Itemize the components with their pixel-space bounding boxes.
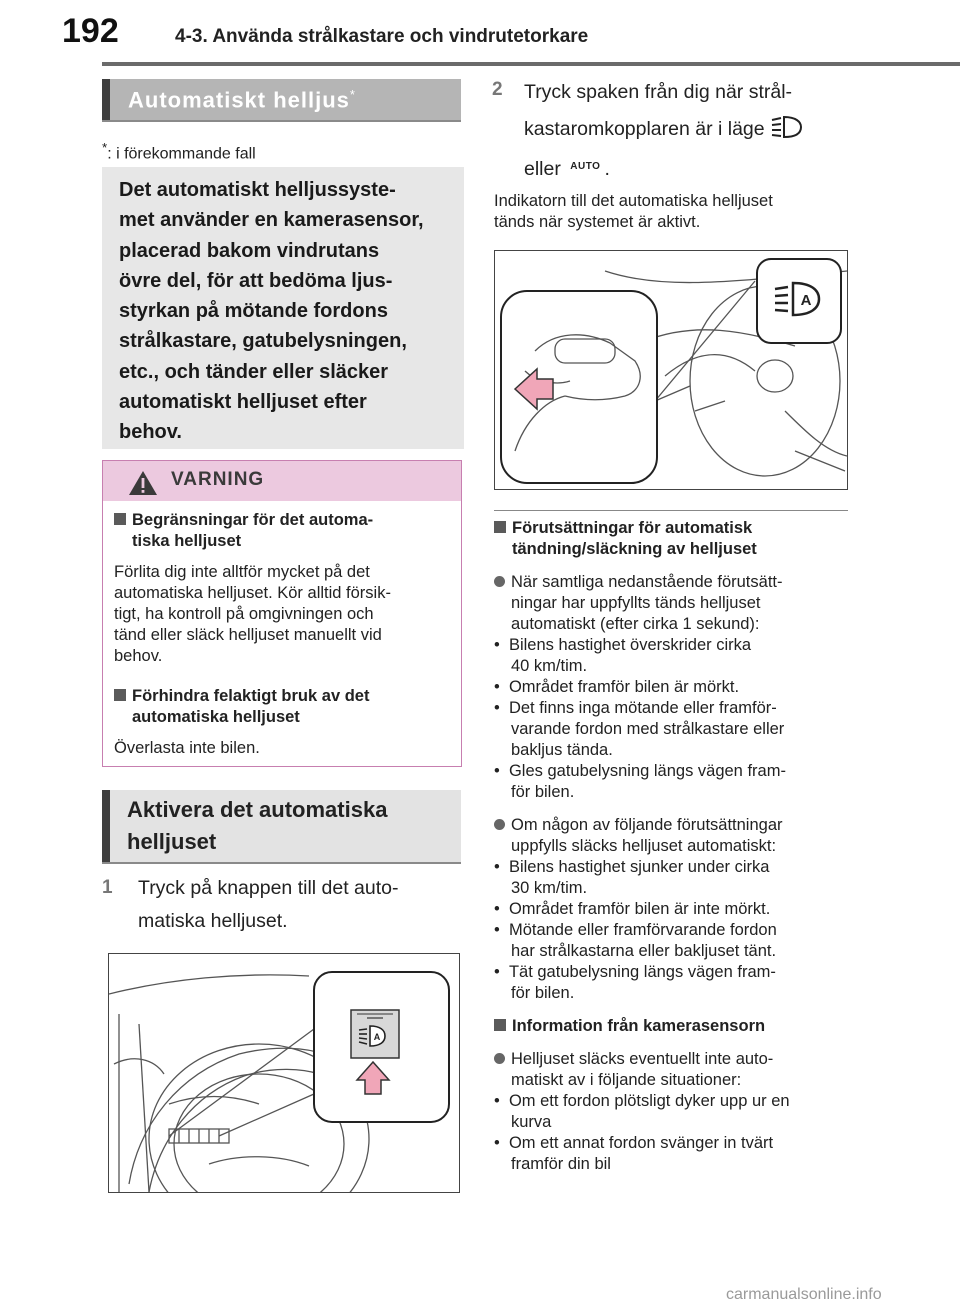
step-1	[102, 872, 462, 938]
intro-box	[102, 167, 464, 449]
list-item: • Området framför bilen är mörkt.	[494, 678, 740, 696]
square-bullet-icon	[114, 689, 126, 701]
watermark-text: carmanualsonline.info	[726, 1286, 882, 1303]
conditions-off-list	[494, 857, 874, 1004]
list-item: • Bilens hastighet sjunker under cirka 30 km/tim.	[494, 858, 770, 897]
step-number: 1	[102, 877, 113, 898]
list-item: • Mötande eller framförvarande fordon har strålkastarna eller bakljuset tänt.	[494, 921, 777, 960]
conditions-on-intro: När samtliga nedanstående förutsätt- ningar har uppfyllts tänds helljuset automatiskt (efter cirka 1 sekund):	[494, 572, 874, 635]
header-rule	[102, 62, 960, 66]
list-item: • Det finns inga mötande eller framför- varande fordon med strålkastare eller bakljus tända.	[494, 699, 785, 759]
conditions-off-intro: Om någon av följande förutsättningar uppfylls släcks helljuset automatiskt:	[494, 815, 874, 857]
headlight-switch-icon	[770, 114, 804, 140]
chapter-title: 4-3. Använda strålkastare och vindrutetorkare	[175, 26, 589, 47]
warning-item-1	[114, 510, 454, 667]
list-item: • Gles gatubelysning längs vägen fram- för bilen.	[494, 762, 786, 801]
conditions-section	[494, 518, 874, 1175]
intro-text: Det automatiskt helljussyste- met använder en kamerasensor, placerad bakom vindrutans övre del, för att bedöma ljus- styrkan på mötande fordons strålkastare, gatubelysningen, etc., och tänder eller släcker automatiskt helljuset efter behov.	[119, 179, 424, 444]
title-asterisk: *	[349, 87, 356, 102]
section-title: Automatiskt helljus	[128, 87, 350, 113]
camera-info-heading: Information från kamerasensorn	[494, 1016, 874, 1037]
illustration-dashboard-button	[108, 953, 460, 1193]
camera-info-intro: Helljuset släcks eventuellt inte auto- matiskt av i följande situationer:	[494, 1049, 874, 1091]
page-number: 192	[62, 12, 119, 50]
section-underline	[102, 120, 461, 122]
conditions-heading: Förutsättningar för automatisk tändning/släckning av helljuset	[494, 518, 874, 560]
conditions-on-list	[494, 635, 874, 803]
square-bullet-icon	[114, 513, 126, 525]
section-title: Aktivera det automatiska helljuset	[127, 797, 388, 854]
warning-triangle-icon	[128, 470, 158, 496]
list-item: • Området framför bilen är inte mörkt.	[494, 900, 771, 918]
footnote-text: : i förekommande fall	[107, 145, 256, 163]
list-item: • Bilens hastighet överskrider cirka 40 km/tim.	[494, 636, 752, 675]
square-bullet-icon	[494, 1019, 506, 1031]
list-item: • Tät gatubelysning längs vägen fram- för bilen.	[494, 963, 776, 1002]
svg-text:A: A	[800, 292, 812, 309]
divider	[494, 510, 848, 511]
warning-item-2	[114, 686, 454, 759]
step-2	[492, 74, 872, 188]
step-text: Tryck på knappen till det auto- matiska helljuset.	[138, 877, 399, 932]
warning-label: VARNING	[171, 469, 265, 490]
warning-item-text: Överlasta inte bilen.	[114, 739, 260, 757]
step-text: Tryck spaken från dig när strål- kastaromkopplaren är i läge eller AUTO .	[524, 74, 872, 188]
svg-text:A: A	[373, 1032, 381, 1042]
warning-item-heading: Förhindra felaktigt bruk av det automatiska helljuset	[114, 686, 454, 728]
circle-bullet-icon	[494, 819, 505, 830]
auto-mode-icon: AUTO	[570, 161, 601, 172]
dashboard-illustration	[109, 954, 459, 1192]
section-underline	[102, 862, 461, 864]
warning-item-heading: Begränsningar för det automa- tiska helljuset	[114, 510, 454, 552]
warning-item-text: Förlita dig inte alltför mycket på det automatiska helljuset. Kör alltid försik- tigt, ha kontroll på omgivningen och tänd eller släck helljuset manuellt vid behov.	[114, 563, 391, 665]
section-heading-activate	[102, 790, 461, 863]
circle-bullet-icon	[494, 576, 505, 587]
footnote-asterisk: *	[102, 140, 108, 155]
section-heading-automatic-high-beam	[102, 79, 461, 121]
step-number: 2	[492, 79, 503, 100]
camera-info-list	[494, 1091, 874, 1175]
indicator-note: Indikatorn till det automatiska helljuset tänds när systemet är aktivt.	[494, 192, 773, 231]
square-bullet-icon	[494, 521, 506, 533]
circle-bullet-icon	[494, 1053, 505, 1064]
footnote	[102, 140, 256, 163]
lever-illustration	[495, 251, 847, 489]
illustration-lever	[494, 250, 848, 490]
list-item: • Om ett fordon plötsligt dyker upp ur en kurva	[494, 1092, 790, 1131]
list-item: • Om ett annat fordon svänger in tvärt framför din bil	[494, 1134, 774, 1173]
